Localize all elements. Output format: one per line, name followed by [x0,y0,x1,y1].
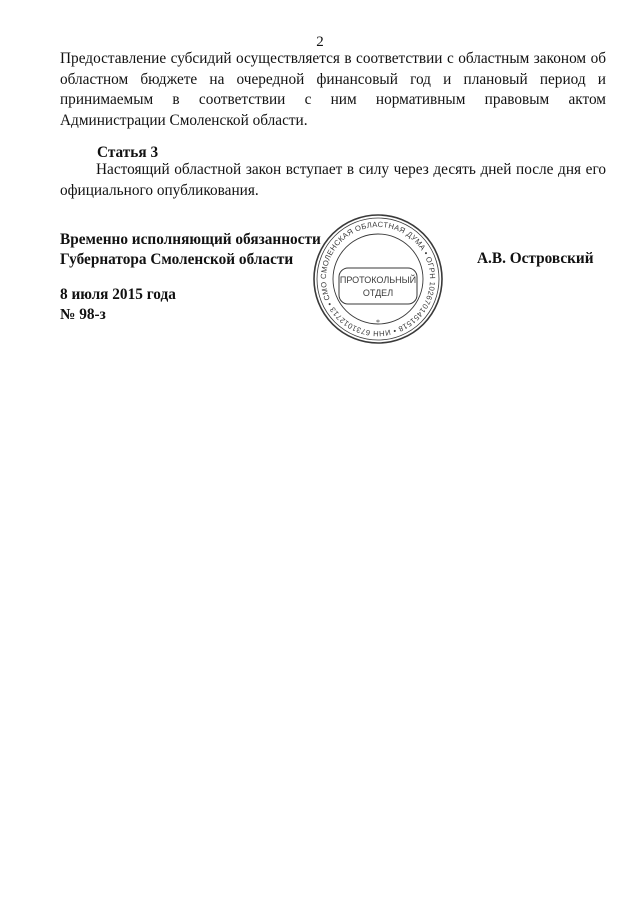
seal-center-line-1: ПРОТОКОЛЬНЫЙ [339,275,417,285]
seal-ring-text: СМОЛЕНСКАЯ ОБЛАСТНАЯ ДУМА • ОГРН 1026701451518 • ИНН 6731012713 • СМО [318,219,438,339]
signer-title [60,230,321,270]
signer-name: А.В. Островский [477,250,594,267]
article-text: Настоящий областной закон вступает в силу через десять дней после дня его официального опубликования. [60,161,606,199]
paragraph-subsidies: Предоставление субсидий осуществляется в соответствии с областным законом об областном бюджете на очередной финансовый год и плановый период и принимаемым в соответствии с ним нормативным правовым актом Администрации Смоленской области. [60,50,606,129]
seal-star-icon: * [376,318,380,327]
seal-center-line-2: ОТДЕЛ [362,288,394,298]
document-details [60,285,176,325]
article-heading: Статья 3 [97,144,159,161]
signer-title-line-2: Губернатора Смоленской области [60,251,294,268]
document-number: № 98-з [60,306,106,323]
signer-title-line-1: Временно исполняющий обязанности [60,231,321,248]
official-seal [311,212,445,346]
page-number: 2 [316,34,324,50]
document-date: 8 июля 2015 года [60,286,176,303]
